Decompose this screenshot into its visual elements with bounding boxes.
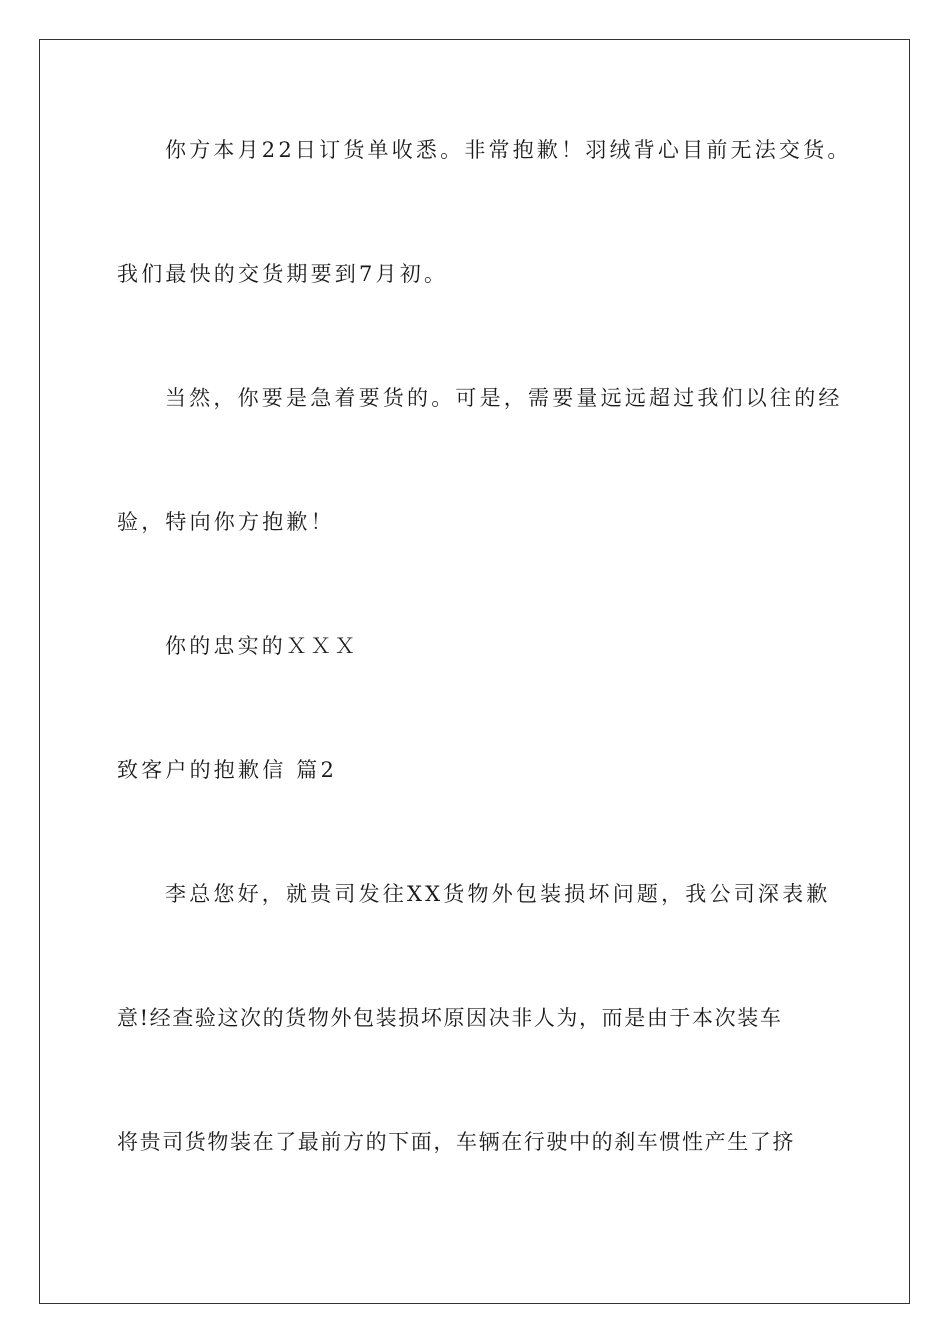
paragraph-2-line-1: 当然，你要是急着要货的。可是，需要量远远超过我们以往的经 xyxy=(165,386,843,410)
paragraph-3-line-2: 意!经查验这次的货物外包装损坏原因决非人为，而是由于本次装车 xyxy=(117,1006,783,1030)
paragraph-1-line-2: 我们最快的交货期要到7月初。 xyxy=(117,262,449,286)
page-border xyxy=(39,39,910,1304)
paragraph-2-line-2: 验，特向你方抱歉！ xyxy=(117,510,335,534)
section-heading: 致客户的抱歉信 篇2 xyxy=(117,758,338,782)
paragraph-3-line-3: 将贵司货物装在了最前方的下面，车辆在行驶中的刹车惯性产生了挤 xyxy=(117,1130,795,1154)
signature-line: 你的忠实的ＸＸＸ xyxy=(165,634,359,658)
paragraph-3-line-1: 李总您好，就贵司发往XX货物外包装损坏问题，我公司深表歉 xyxy=(165,882,831,906)
paragraph-1-line-1: 你方本月22日订货单收悉。非常抱歉！羽绒背心目前无法交货。 xyxy=(165,138,852,162)
